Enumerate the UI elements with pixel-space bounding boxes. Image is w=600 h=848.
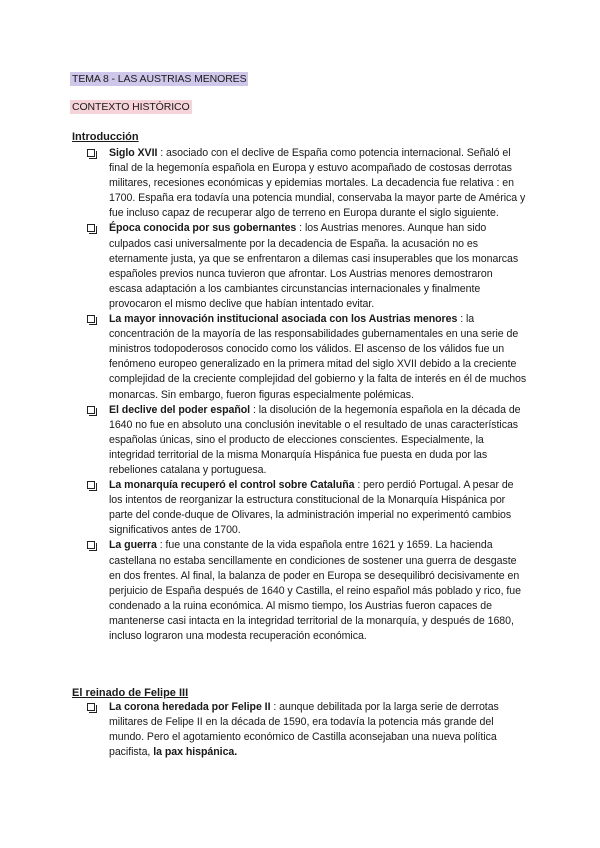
checkbox-bullet-icon bbox=[87, 703, 95, 711]
checkbox-bullet-icon bbox=[87, 406, 95, 414]
document-title: TEMA 8 - LAS AUSTRIAS MENORES bbox=[72, 73, 247, 85]
item-text: : pero perdió Portugal. A pesar de los intentos de reorganizar la estructura constitucional de la Monarquía Hispánica por parte del conde-duque de Olivares, la administración imperial no experimentó cambios significativos antes de 1700. bbox=[109, 479, 514, 537]
item-bold: La corona heredada por Felipe II bbox=[109, 701, 271, 713]
list-item bbox=[109, 221, 527, 312]
item-text: : asociado con el declive de España como potencia internacional. Señaló el final de la hegemonía española en Europa y estuvo acompañado de costosas derrotas militares, recesiones económicas y epidemias mortales. La decadencia fue relativa : en 1700. España era todavía una potencia mundial, conservaba la mayor parte de América y fue incluso capaz de recuperar algo de terreno en Europa durante el siglo siguiente. bbox=[109, 147, 526, 220]
item-bold: Siglo XVII bbox=[109, 147, 158, 159]
checkbox-bullet-icon bbox=[87, 315, 95, 323]
item-text: : la concentración de la mayoría de las responsabilidades gubernamentales en una serie de ministros todopoderosos conocido como los válidos. El ascenso de los válidos fue un fenómeno europeo generalizado en la primera mitad del siglo XVII debido a la creciente complejidad de la creciente complejidad del gobierno y la falta de interés en él de muchos monarcas. Sin embargo, fueron figuras especialmente polémicas. bbox=[109, 313, 527, 401]
item-text: : los Austrias menores. Aunque han sido culpados casi universalmente por la decadencia de España. la acusación no es eternamente justa, ya que se enfrentaron a dilemas casi insuperables que los monarcas españoles previos nunca tuvieron que afrontar. Los Austrias menores demostraron escasa adaptación a los cambiantes circunstancias internacionales y finalmente provocaron el mismo declive que habían intentado evitar. bbox=[109, 222, 519, 310]
item-bold: La mayor innovación institucional asociada con los Austrias menores bbox=[109, 313, 458, 326]
item-bold: La guerra bbox=[109, 539, 157, 552]
checkbox-bullet-icon bbox=[87, 481, 95, 489]
list-item bbox=[109, 146, 527, 221]
checkbox-bullet-icon bbox=[87, 541, 95, 549]
intro-heading: Introducción bbox=[72, 131, 139, 143]
list-item bbox=[109, 700, 527, 760]
item-bold: Época conocida por sus gobernantes bbox=[109, 222, 297, 235]
intro-list bbox=[0, 146, 600, 644]
item-text: : fue una constante de la vida española entre 1621 y 1659. La hacienda castellana no estaba sencillamente en condiciones de sostener una guerra de desgaste en dos frentes. Al final, la balanza de poder en Europa se desequilibró decisivamente en perjuicio de España después de 1640 y Castilla, el reino español más poblado y rico, fue condenado a la ruina económica. Al mismo tiempo, los Austrias fueron capaces de mantenerse casi intacta en la integridad territorial de la monarquía, y después de 1680, incluso lograron una modesta recuperación económica. bbox=[109, 539, 521, 642]
list-item bbox=[109, 478, 527, 538]
felipe-list bbox=[0, 700, 600, 760]
list-item bbox=[109, 538, 527, 644]
item-text: : la disolución de la hegemonía española en la década de 1640 no fue en absoluto una conclusión inevitable o el resultado de unas características españolas únicas, sino el producto de elecciones conscientes. Especialmente, la integridad territorial de la misma Monarquía Hispánica fue puesta en duda por las rebeliones catalana y portuguesa. bbox=[109, 403, 521, 476]
list-item bbox=[109, 403, 527, 478]
checkbox-bullet-icon bbox=[87, 149, 95, 157]
item-text: : aunque debilitada por la larga serie de derrotas militares de Felipe II en la década de 1590, era todavía la potencia más grande del mundo. Pero el agotamiento económico de Castilla aconsejaban una nueva política pacifista, bbox=[109, 701, 499, 759]
list-item bbox=[109, 312, 527, 403]
item-bold: El declive del poder español bbox=[109, 403, 251, 416]
checkbox-bullet-icon bbox=[87, 224, 95, 232]
felipe-heading: El reinado de Felipe III bbox=[72, 687, 189, 699]
item-bold: La monarquía recuperó el control sobre Cataluña bbox=[109, 479, 355, 492]
context-heading: CONTEXTO HISTÓRICO bbox=[72, 101, 190, 113]
item-bold-end: la pax hispánica. bbox=[153, 746, 238, 759]
